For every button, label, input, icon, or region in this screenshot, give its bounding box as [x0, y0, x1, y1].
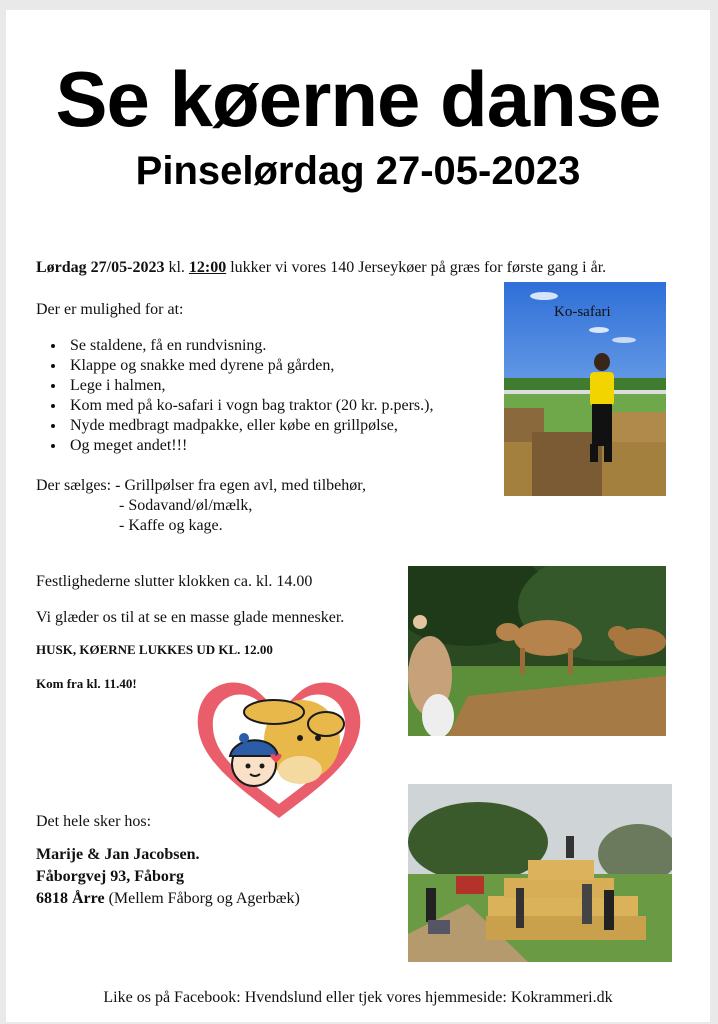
- sale-item: - Kaffe og kage.: [119, 517, 223, 534]
- reminder-text: HUSK, KØERNE LUKKES UD KL. 12.00: [36, 642, 273, 657]
- sale-item: - Sodavand/øl/mælk,: [119, 497, 253, 514]
- footer-text: Like os på Facebook: Hvendslund eller tjek vores hjemmeside: Kokrammeri.dk: [103, 989, 613, 1006]
- cows-photo: [408, 566, 666, 736]
- sale-item: - Grillpølser fra egen avl, med tilbehør,: [115, 477, 366, 494]
- ends-text: Festlighederne slutter klokken ca. kl. 14.00: [36, 573, 313, 590]
- list-item: • Og meget andet!!!: [66, 436, 526, 456]
- intro-rest: lukker vi vores 140 Jerseykøer på græs for første gang i år.: [226, 259, 607, 276]
- photo-caption: Ko-safari: [554, 304, 611, 320]
- flyer-title: Se køerne danse: [55, 55, 661, 143]
- list-item: • Kom med på ko-safari i vogn bag traktor (20 kr. p.pers.),: [66, 396, 526, 416]
- arrive-text: Kom fra kl. 11.40!: [36, 676, 137, 691]
- straw-photo: [408, 784, 672, 962]
- options-heading: Der er mulighed for at:: [36, 301, 184, 318]
- intro-kl: kl.: [164, 259, 189, 276]
- welcome-text: Vi glæder os til at se en masse glade mennesker.: [36, 609, 345, 626]
- sale-label: Der sælges:: [36, 477, 116, 494]
- venue-note: (Mellem Fåborg og Agerbæk): [104, 890, 300, 907]
- list-item: • Lege i halmen,: [66, 376, 526, 396]
- options-list: [44, 336, 526, 456]
- intro-time: 12:00: [188, 259, 227, 276]
- intro-date: Lørdag 27/05-2023: [36, 259, 165, 276]
- venue-street: Fåborgvej 93, Fåborg: [36, 868, 184, 885]
- list-item: • Klappe og snakke med dyrene på gården,: [66, 356, 526, 376]
- venue-zip: 6818 Årre: [36, 890, 105, 907]
- heart-logo: [194, 672, 364, 825]
- venue-hosts: Marije & Jan Jacobsen.: [36, 846, 200, 863]
- flyer-page: [6, 10, 710, 1022]
- list-item: • Se staldene, få en rundvisning.: [66, 336, 526, 356]
- list-item: • Nyde medbragt madpakke, eller købe en grillpølse,: [66, 416, 526, 436]
- sale-section: [36, 476, 366, 536]
- venue-address: [36, 844, 300, 910]
- venue-heading: Det hele sker hos:: [36, 813, 152, 830]
- flyer-subtitle: Pinselørdag 27-05-2023: [135, 149, 581, 193]
- intro-paragraph: [36, 258, 606, 278]
- ko-safari-photo: [504, 282, 666, 496]
